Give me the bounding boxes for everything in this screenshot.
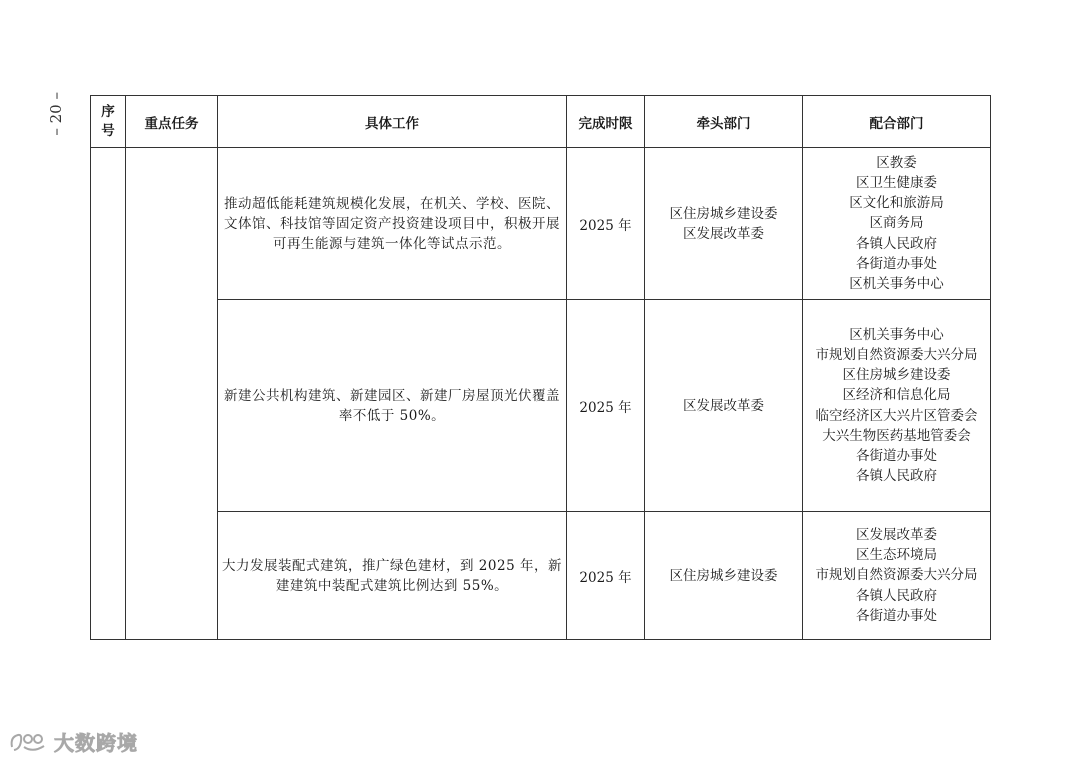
lead-cell (645, 148, 803, 300)
work-cell: 新建公共机构建筑、新建园区、新建厂房屋顶光伏覆盖率不低于 50%。 (218, 300, 567, 512)
coop-dept: 临空经济区大兴片区管委会 (815, 407, 978, 424)
coop-dept: 区机关事务中心 (849, 326, 944, 343)
coop-dept: 各街道办事处 (856, 607, 937, 624)
coop-cell (803, 148, 991, 300)
lead-cell (645, 512, 803, 640)
header-lead: 牵头部门 (645, 96, 803, 148)
coop-dept: 各镇人民政府 (856, 235, 937, 252)
coop-dept: 大兴生物医药基地管委会 (822, 427, 971, 444)
coop-dept: 区教委 (876, 154, 917, 171)
coop-dept: 各镇人民政府 (856, 468, 937, 485)
coop-dept: 各街道办事处 (856, 255, 937, 272)
coop-dept: 区生态环境局 (856, 547, 937, 564)
watermark-text: 大数跨境 (54, 731, 138, 755)
header-deadline: 完成时限 (567, 96, 645, 148)
header-coop: 配合部门 (803, 96, 991, 148)
coop-cell (803, 300, 991, 512)
table-row (91, 300, 991, 512)
table-header-row (91, 96, 991, 148)
coop-dept: 区发展改革委 (856, 526, 937, 543)
lead-dept: 区发展改革委 (683, 397, 764, 414)
lead-dept: 区住房城乡建设委 (669, 205, 778, 222)
coop-dept: 市规划自然资源委大兴分局 (815, 346, 978, 363)
table-row (91, 148, 991, 300)
header-task: 重点任务 (126, 96, 218, 148)
deadline-cell: 2025 年 (567, 148, 645, 300)
deadline-cell: 2025 年 (567, 300, 645, 512)
coop-dept: 区商务局 (869, 215, 924, 232)
coop-dept: 区文化和旅游局 (849, 195, 944, 212)
coop-cell (803, 512, 991, 640)
header-work: 具体工作 (218, 96, 567, 148)
lead-dept: 区住房城乡建设委 (669, 567, 778, 584)
coop-dept: 各镇人民政府 (856, 587, 937, 604)
task-table (90, 95, 991, 640)
coop-dept: 区机关事务中心 (849, 276, 944, 292)
deadline-cell: 2025 年 (567, 512, 645, 640)
coop-dept: 区住房城乡建设委 (842, 367, 951, 384)
page-number: – 20 – (47, 92, 65, 136)
coop-dept: 区卫生健康委 (856, 174, 937, 191)
coop-dept: 市规划自然资源委大兴分局 (815, 567, 978, 584)
coop-dept: 区经济和信息化局 (842, 387, 951, 404)
coop-dept: 各街道办事处 (856, 447, 937, 464)
work-cell: 推动超低能耗建筑规模化发展，在机关、学校、医院、文体馆、科技馆等固定资产投资建设项目中，积极开展可再生能源与建筑一体化等试点示范。 (218, 148, 567, 300)
task-cell (126, 148, 218, 640)
work-cell: 大力发展装配式建筑，推广绿色建材，到 2025 年，新建建筑中装配式建筑比例达到 55%。 (218, 512, 567, 640)
header-seq: 序号 (91, 96, 126, 148)
lead-cell (645, 300, 803, 512)
table-row (91, 512, 991, 640)
watermark (8, 727, 138, 756)
seq-cell (91, 148, 126, 640)
lead-dept: 区发展改革委 (683, 225, 764, 242)
doodle-logo-icon (8, 729, 50, 755)
